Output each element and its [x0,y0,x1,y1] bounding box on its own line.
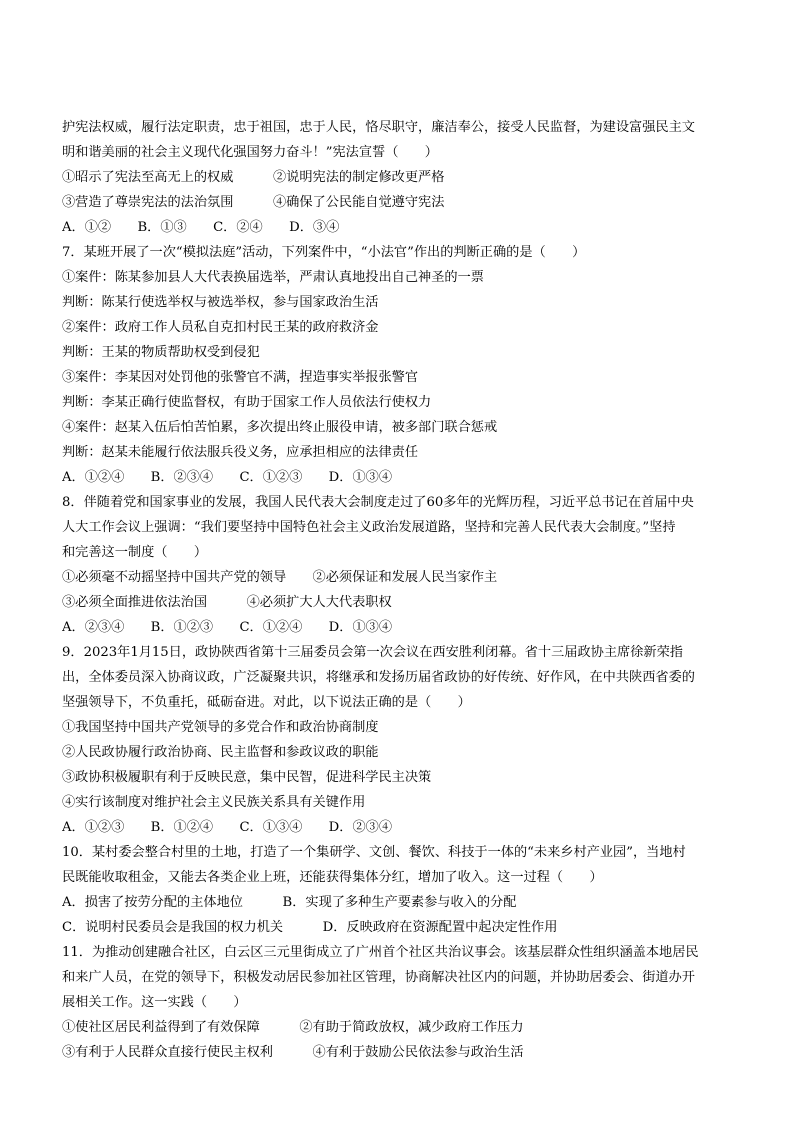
option-line: ③必须全面推进依法治国 ④必须扩大人大代表职权 [62,595,392,610]
option-line: 判断：陈某行使选举权与被选举权，参与国家政治生活 [62,295,379,310]
option-line: ③案件：李某因对处罚他的张警官不满，捏造事实举报张警官 [62,370,419,385]
option-line: ②案件：政府工作人员私自克扣村民王某的政府救济金 [62,320,379,335]
question-7: 7．某班开展了一次“模拟法庭”活动，下列案件中，“小法官”作出的判断正确的是（ ） [62,245,586,260]
option-line: ③有利于人民群众直接行使民主权利 ④有利于鼓励公民依法参与政治生活 [62,1045,524,1060]
question-9: 9．2023年1月15日，政协陕西省第十三届委员会第一次会议在西安胜利闭幕。省十三届政协主席徐新荣指 [62,645,683,660]
answer-choices: A．①②③ B．①②④ C．①③④ D．②③④ [62,820,393,835]
text-line: 明和谐美丽的社会主义现代化强国努力奋斗！”宪法宣誓（ ） [62,145,438,160]
text-line: 展相关工作。这一实践（ ） [62,995,247,1010]
option-line: A．损害了按劳分配的主体地位 B．实现了多种生产要素参与收入的分配 [62,895,517,910]
text-line: 护宪法权威，履行法定职责，忠于祖国，忠于人民，恪尽职守，廉洁奉公，接受人民监督，为建设富强民主文 [62,120,695,135]
text-line: 坚强领导下，不负重托，砥砺奋进。对此，以下说法正确的是（ ） [62,695,471,710]
option-line: 判断：李某正确行使监督权，有助于国家工作人员依法行使权力 [62,395,432,410]
text-line: 和完善这一制度（ ） [62,545,208,560]
text-line: 民既能收取租金，又能去各类企业上班，还能获得集体分红，增加了收入。这一过程（ ） [62,870,603,885]
text-line: 和来广人员，在党的领导下，积极发动居民参加社区管理，协商解决社区内的问题，并协助居委会、街道办开 [62,970,695,985]
option-line: ①使社区居民利益得到了有效保障 ②有助于简政放权，减少政府工作压力 [62,1020,524,1035]
option-line: ②人民政协履行政治协商、民主监督和参政议政的职能 [62,745,379,760]
option-line: ①案件：陈某参加县人大代表换届选举，严肃认真地投出自己神圣的一票 [62,270,484,285]
option-line: ④实行该制度对维护社会主义民族关系具有关键作用 [62,795,366,810]
option-line: 判断：赵某未能履行依法服兵役义务，应承担相应的法律责任 [62,445,419,460]
option-line: C．说明村民委员会是我国的权力机关 D．反映政府在资源配置中起决定性作用 [62,920,558,935]
answer-choices: A．①②④ B．②③④ C．①②③ D．①③④ [62,470,393,485]
option-line: ④案件：赵某入伍后怕苦怕累，多次提出终止服役申请，被多部门联合惩戒 [62,420,498,435]
option-line: ①昭示了宪法至高无上的权威 ②说明宪法的制定修改更严格 [62,170,445,185]
option-line: ③政协积极履职有利于反映民意，集中民智，促进科学民主决策 [62,770,432,785]
question-10: 10．某村委会整合村里的土地，打造了一个集研学、文创、餐饮、科技于一体的“未来乡村产业园”，当地村 [62,845,686,860]
text-line: 人大工作会议上强调：“我们要坚持中国特色社会主义政治发展道路，坚持和完善人民代表大会制度。”坚持 [62,520,676,535]
option-line: ①必须毫不动摇坚持中国共产党的领导 ②必须保证和发展人民当家作主 [62,570,498,585]
question-11: 11．为推动创建融合社区，白云区三元里街成立了广州首个社区共治议事会。该基层群众性组织涵盖本地居民 [62,945,699,960]
option-line: ③营造了尊崇宪法的法治氛围 ④确保了公民能自觉遵守宪法 [62,195,445,210]
option-line: 判断：王某的物质帮助权受到侵犯 [62,345,260,360]
option-line: ①我国坚持中国共产党领导的多党合作和政治协商制度 [62,720,379,735]
question-8: 8．伴随着党和国家事业的发展，我国人民代表大会制度走过了60多年的光辉历程，习近平总书记在首届中央 [62,495,694,510]
answer-choices: A．①② B．①③ C．②④ D．③④ [62,220,340,235]
text-line: 出，全体委员深入协商议政，广泛凝聚共识，将继承和发扬历届省政协的好传统、好作风，在中共陕西省委的 [62,670,695,685]
answer-choices: A．②③④ B．①②③ C．①②④ D．①③④ [62,620,393,635]
